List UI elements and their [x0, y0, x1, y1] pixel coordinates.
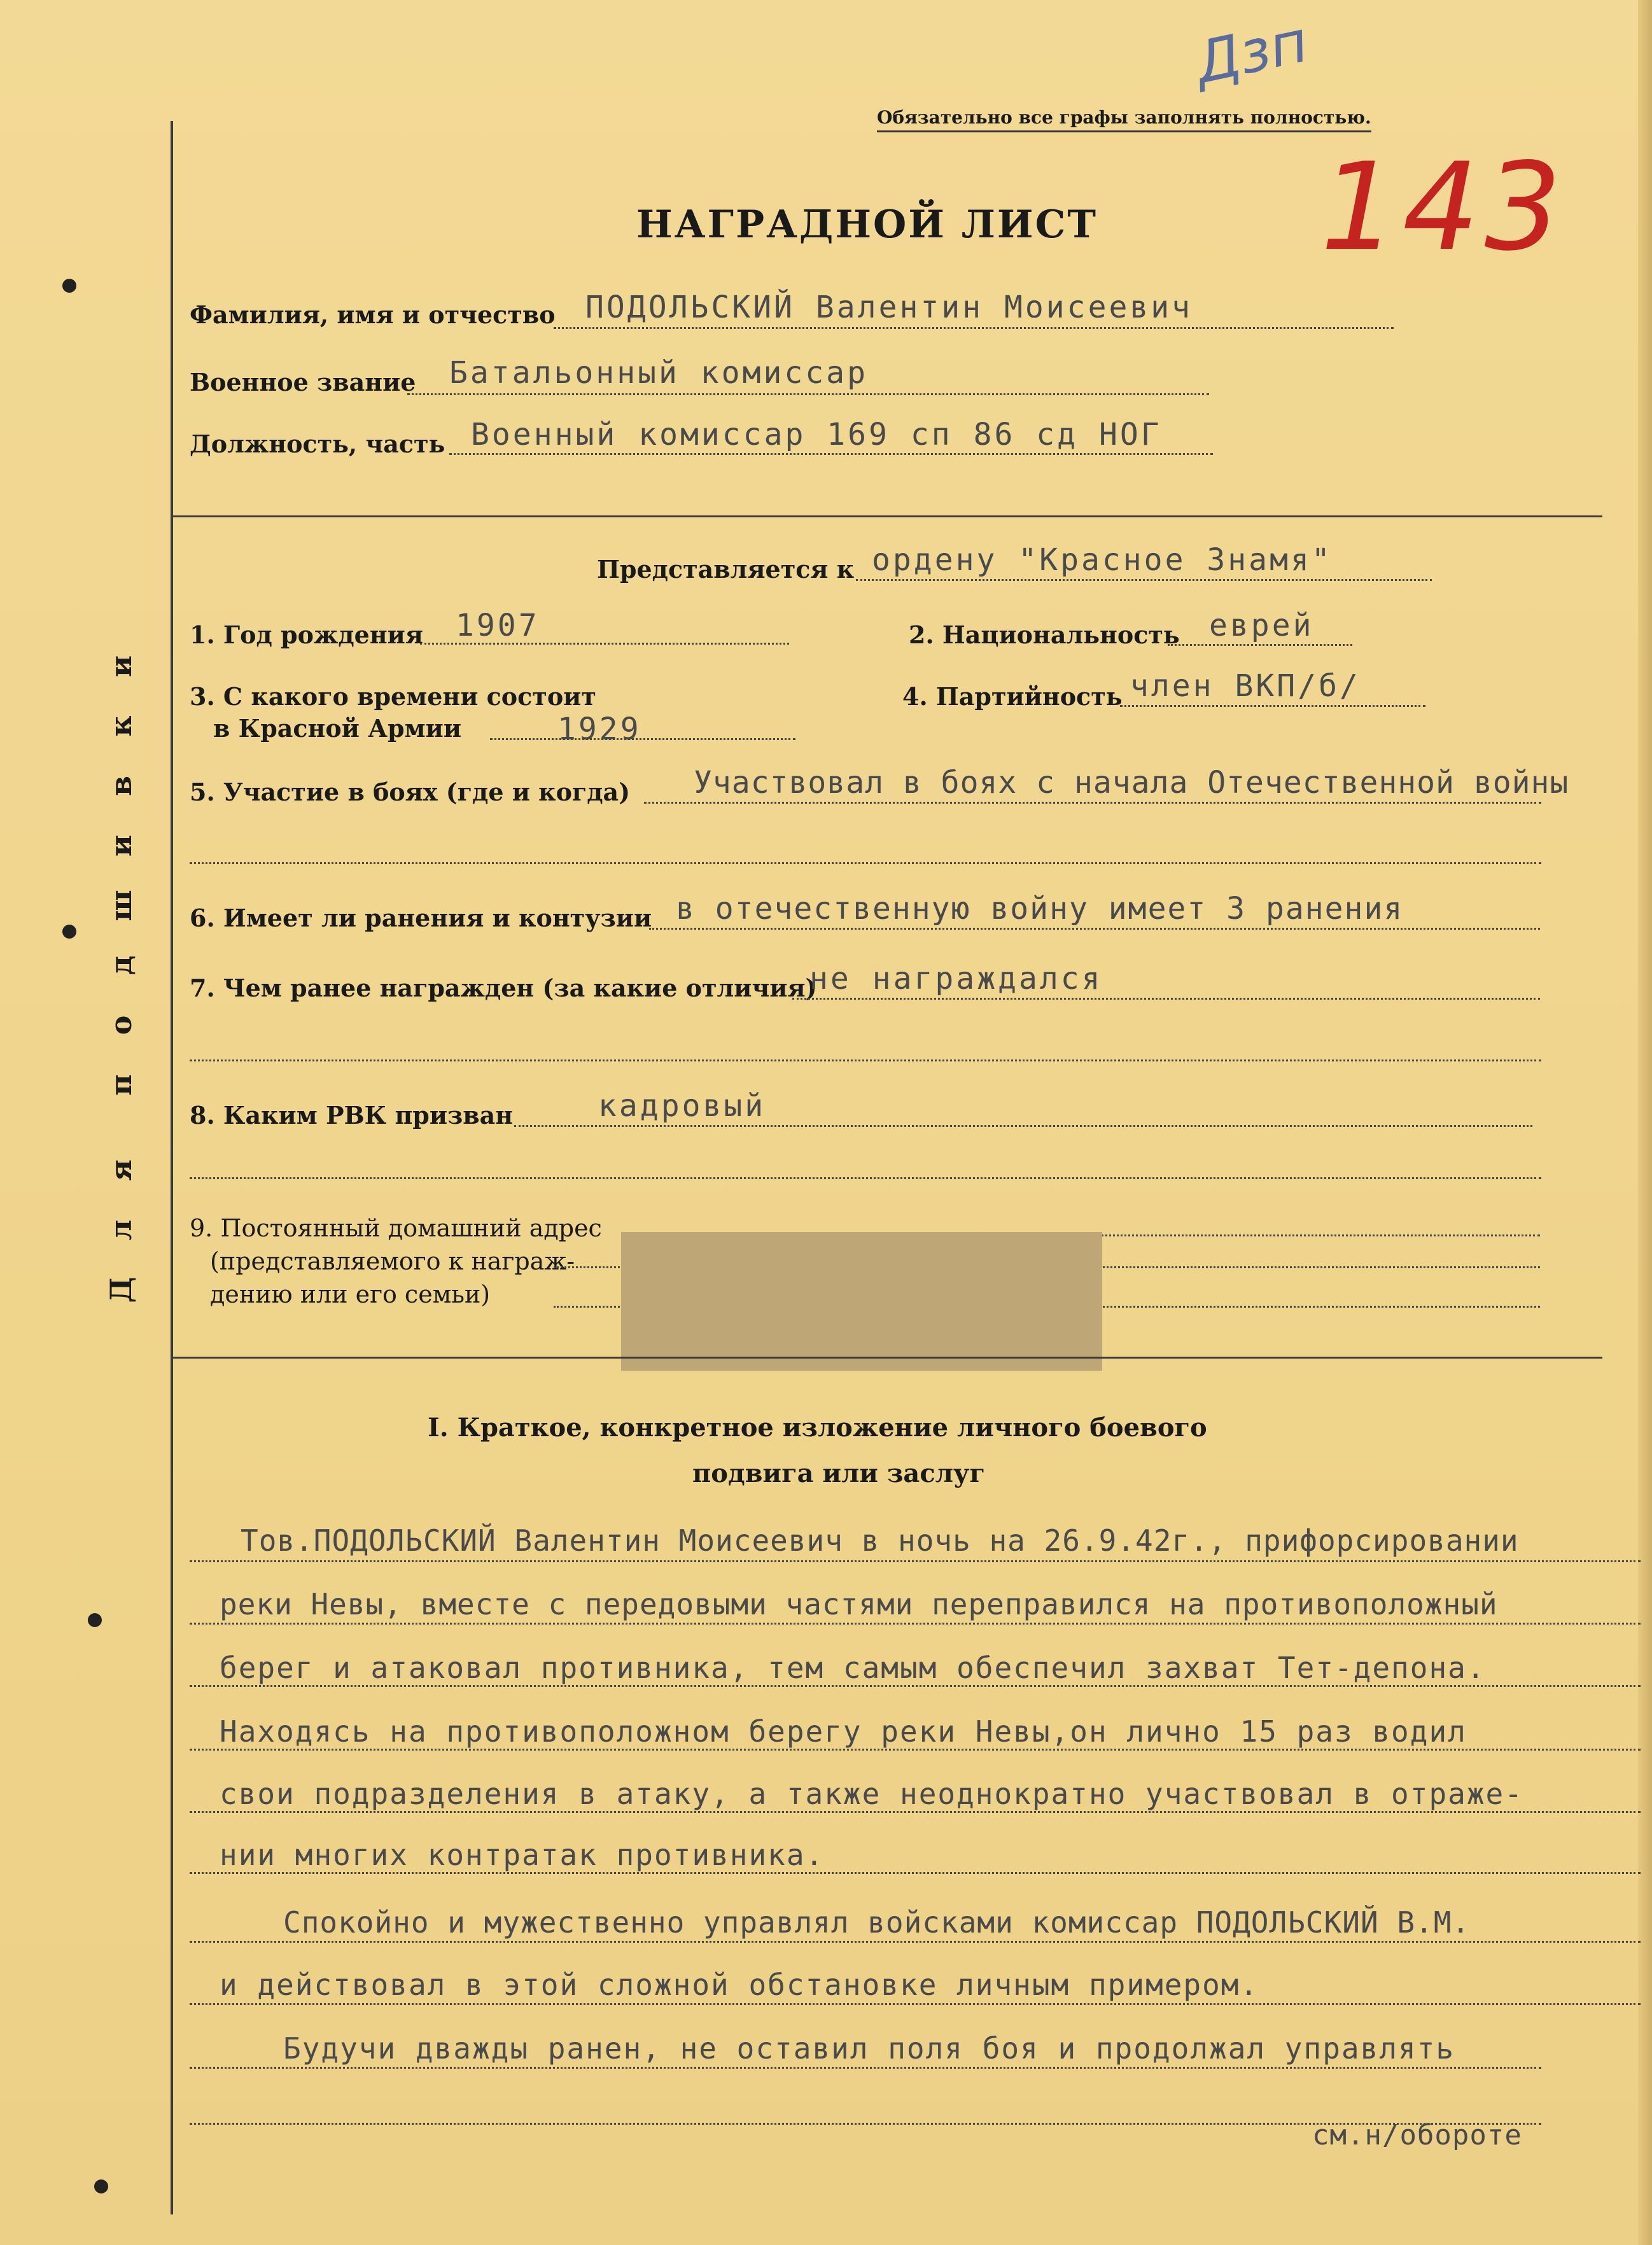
narrative-line: нии многих контратак противника.	[220, 1838, 825, 1872]
document-title: НАГРАДНОЙ ЛИСТ	[636, 202, 1098, 247]
position-value: Военный комиссар 169 сп 86 сд НОГ	[471, 417, 1162, 452]
prev-awards-line	[792, 998, 1540, 1000]
side-letter: л	[104, 1219, 138, 1241]
continued-overleaf: см.н/обороте	[1312, 2119, 1522, 2151]
redacted-address	[621, 1232, 1102, 1371]
rvk-value: кадровый	[598, 1088, 766, 1124]
punch-hole	[88, 1613, 102, 1627]
army-value: 1929	[557, 711, 641, 747]
side-letter: Д	[104, 1276, 138, 1303]
narrative-line: свои подразделения в атаку, а также неоднократно участвовал в отраже-	[220, 1777, 1523, 1811]
red-number: 143	[1320, 137, 1567, 277]
divider	[173, 1357, 1602, 1359]
side-letter: п	[104, 1074, 138, 1096]
wounds-value: в отечественную войну имеет 3 ранения	[676, 891, 1404, 927]
wounds-line	[649, 928, 1540, 930]
prev-awards-value: не награждался	[809, 961, 1103, 997]
rvk-label: 8. Каким РВК призван	[190, 1101, 514, 1129]
narrative-rule	[190, 1560, 1641, 1562]
margin-rule	[171, 121, 173, 2214]
punch-hole	[94, 2179, 108, 2193]
position-label: Должность, часть	[190, 430, 445, 458]
prev-awards-line-2	[190, 1060, 1541, 1061]
paper-edge	[1638, 0, 1652, 2245]
wounds-label: 6. Имеет ли ранения и контузии	[190, 904, 652, 932]
fio-label: Фамилия, имя и отчество	[190, 300, 556, 329]
army-label: 3. С какого времени состоит	[190, 682, 596, 711]
narrative-line: Находясь на противоположном берегу реки Невы,он лично 15 раз водил	[220, 1714, 1467, 1749]
battles-line-2	[190, 862, 1541, 864]
award-value: ордену "Красное Знамя"	[872, 542, 1333, 578]
side-letter: я	[104, 1159, 138, 1181]
rank-value: Батальонный комиссар	[449, 355, 868, 391]
nationality-value: еврей	[1209, 608, 1314, 643]
rvk-line-2	[190, 1177, 1541, 1179]
battles-label: 5. Участие в боях (где и когда)	[190, 778, 631, 806]
party-line	[1120, 705, 1425, 707]
divider	[173, 515, 1602, 517]
narrative-rule	[190, 1872, 1641, 1874]
address-label-2: (представляемого к награж-	[210, 1247, 575, 1275]
narrative-line: реки Невы, вместе с передовыми частями переправился на противоположный	[220, 1587, 1498, 1621]
rank-line	[407, 393, 1209, 395]
party-value: член ВКП/б/	[1130, 668, 1361, 704]
narrative-rule	[190, 1623, 1641, 1625]
punch-hole	[62, 925, 76, 939]
battles-value: Участвовал в боях с начала Отечественной войны	[694, 765, 1569, 801]
section-heading: I. Краткое, конкретное изложение личного боевого	[428, 1413, 1207, 1443]
birth-label: 1. Год рождения	[190, 620, 423, 649]
fio-line	[554, 327, 1394, 329]
handwritten-mark: Дзп	[1189, 8, 1313, 97]
narrative-rule	[190, 2067, 1541, 2069]
narrative-rule	[190, 1941, 1641, 1943]
fio-value: ПОДОЛЬСКИЙ Валентин Моисеевич	[585, 290, 1193, 325]
army-label-cont: в Красной Армии	[213, 714, 462, 743]
narrative-line: берег и атаковал противника, тем самым обеспечил захват Тет-депона.	[220, 1651, 1486, 1685]
side-letter: о	[104, 1015, 138, 1035]
side-letter: ш	[104, 890, 138, 921]
narrative-line: и действовал в этой сложной обстановке личным примером.	[220, 1968, 1259, 2002]
section-heading-2: подвига или заслуг	[692, 1458, 986, 1488]
narrative-rule	[190, 1749, 1641, 1751]
party-label: 4. Партийность	[902, 682, 1123, 711]
narrative-line: Тов.ПОДОЛЬСКИЙ Валентин Моисеевич в ночь на 26.9.42г., прифорсировании	[241, 1523, 1519, 1558]
side-letter: д	[104, 955, 138, 976]
nationality-line	[1168, 644, 1352, 646]
nationality-label: 2. Национальность	[909, 620, 1180, 649]
narrative-rule	[190, 2003, 1641, 2005]
narrative-line: Будучи дважды ранен, не оставил поля боя и продолжал управлять	[283, 2031, 1455, 2066]
award-line	[856, 579, 1432, 581]
address-label-3: дению или его семьи)	[210, 1280, 491, 1308]
narrative-rule	[190, 1685, 1641, 1687]
rvk-line	[514, 1125, 1532, 1127]
award-label: Представляется к	[597, 555, 855, 584]
side-letter: и	[104, 655, 138, 678]
header-note: Обязательно все графы заполнять полностью.	[877, 107, 1371, 132]
battles-line	[644, 802, 1541, 804]
narrative-line: Спокойно и мужественно управлял войсками комиссар ПОДОЛЬСКИЙ В.М.	[283, 1905, 1471, 1940]
binding-margin-text	[105, 649, 137, 1307]
narrative-rule	[190, 1811, 1641, 1813]
army-line	[490, 738, 795, 740]
prev-awards-label: 7. Чем ранее награжден (за какие отличия)	[190, 974, 817, 1002]
rank-label: Военное звание	[190, 368, 416, 396]
side-letter: к	[104, 715, 138, 737]
side-letter: в	[104, 776, 138, 796]
birth-value: 1907	[456, 608, 540, 643]
position-line	[449, 453, 1213, 455]
address-label: 9. Постоянный домашний адрес	[190, 1214, 602, 1242]
punch-hole	[62, 279, 76, 293]
side-letter: и	[104, 834, 138, 857]
